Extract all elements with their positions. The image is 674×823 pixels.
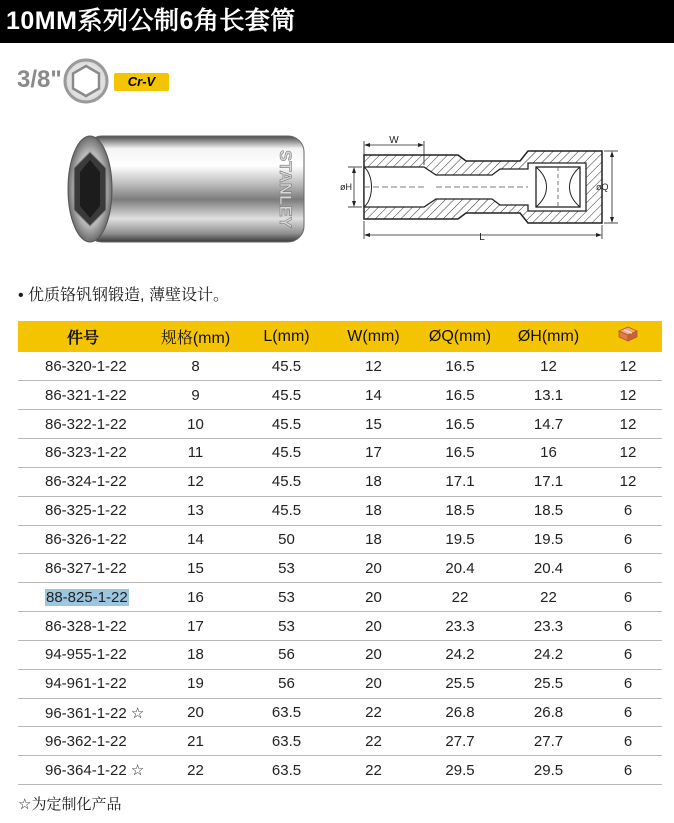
cell-width: 12: [330, 352, 417, 381]
header-width: W(mm): [347, 327, 400, 345]
cell-width: 22: [330, 756, 417, 785]
cell-part-no: 86-327-1-22: [18, 554, 148, 583]
cell-part-no: 86-328-1-22: [18, 612, 148, 641]
cell-pack-qty: 6: [594, 640, 662, 669]
cell-length: 45.5: [243, 496, 330, 525]
cell-part-no: 86-326-1-22: [18, 525, 148, 554]
page-title: 10MM系列公制6角长套筒: [6, 7, 296, 35]
cell-length: 45.5: [243, 352, 330, 381]
cell-part-no: 96-364-1-22 ☆: [18, 756, 148, 785]
cell-spec: 8: [148, 352, 243, 381]
cell-head-dia: 12: [503, 352, 594, 381]
cell-width: 20: [330, 669, 417, 698]
cell-pack-qty: 6: [594, 727, 662, 756]
cell-head-dia: 19.5: [503, 525, 594, 554]
cell-width: 18: [330, 496, 417, 525]
cell-width: 22: [330, 727, 417, 756]
cell-length: 45.5: [243, 467, 330, 496]
dimension-diagram: [340, 135, 625, 250]
table-row: [18, 496, 662, 525]
cell-width: 20: [330, 583, 417, 612]
cell-outer-dia: 27.7: [417, 727, 503, 756]
cell-length: 53: [243, 612, 330, 641]
table-row: [18, 352, 662, 381]
table-row: [18, 756, 662, 785]
header-part-no: 件号: [66, 330, 99, 347]
cell-pack-qty: 6: [594, 698, 662, 727]
cell-spec: 16: [148, 583, 243, 612]
cell-spec: 11: [148, 439, 243, 468]
cell-spec: 21: [148, 727, 243, 756]
diagram-label-q: øQ: [596, 182, 609, 192]
cell-length: 53: [243, 554, 330, 583]
feature-text: • 优质铬钒钢锻造, 薄壁设计。: [18, 287, 229, 304]
cell-head-dia: 16: [503, 439, 594, 468]
table-row: [18, 583, 662, 612]
cell-width: 20: [330, 612, 417, 641]
header-spec: 规格(mm): [160, 330, 231, 347]
highlighted-part-no: 88-825-1-22: [46, 588, 128, 606]
cell-pack-qty: 6: [594, 525, 662, 554]
diagram-label-w: W: [389, 135, 399, 146]
cell-width: 22: [330, 698, 417, 727]
cell-spec: 12: [148, 467, 243, 496]
cell-length: 56: [243, 640, 330, 669]
cell-outer-dia: 20.4: [417, 554, 503, 583]
cell-length: 45.5: [243, 410, 330, 439]
cell-part-no: 86-321-1-22: [18, 381, 148, 410]
cell-outer-dia: 16.5: [417, 381, 503, 410]
cell-outer-dia: 25.5: [417, 669, 503, 698]
cell-outer-dia: 22: [417, 583, 503, 612]
cell-head-dia: 29.5: [503, 756, 594, 785]
cell-spec: 14: [148, 525, 243, 554]
table-row: [18, 698, 662, 727]
cell-pack-qty: 12: [594, 439, 662, 468]
table-row: [18, 467, 662, 496]
cell-length: 45.5: [243, 381, 330, 410]
socket-brand-text: STANLEY: [276, 149, 295, 229]
table-row: [18, 410, 662, 439]
cell-spec: 18: [148, 640, 243, 669]
drive-size-label: 3/8": [17, 66, 62, 93]
table-row: [18, 612, 662, 641]
header-length: L(mm): [263, 327, 310, 345]
table-row: [18, 554, 662, 583]
cell-length: 56: [243, 669, 330, 698]
table-row: [18, 640, 662, 669]
hexagon-icon: [63, 58, 109, 109]
header-outer-dia: ØQ(mm): [428, 327, 492, 345]
header-pack-qty: [594, 321, 662, 352]
cell-part-no: 94-961-1-22: [18, 669, 148, 698]
cell-part-no: 86-320-1-22: [18, 352, 148, 381]
cell-spec: 19: [148, 669, 243, 698]
cell-part-no: [18, 583, 148, 612]
cell-outer-dia: 26.8: [417, 698, 503, 727]
cell-part-no: 96-361-1-22 ☆: [18, 698, 148, 727]
cell-spec: 10: [148, 410, 243, 439]
diagram-label-l: L: [479, 232, 485, 243]
cell-length: 50: [243, 525, 330, 554]
cell-head-dia: 13.1: [503, 381, 594, 410]
cell-length: 63.5: [243, 727, 330, 756]
cell-part-no: 86-324-1-22: [18, 467, 148, 496]
cell-pack-qty: 6: [594, 583, 662, 612]
cell-spec: 20: [148, 698, 243, 727]
cell-pack-qty: 12: [594, 381, 662, 410]
cell-spec: 17: [148, 612, 243, 641]
cell-length: 63.5: [243, 756, 330, 785]
cell-spec: 22: [148, 756, 243, 785]
cell-head-dia: 25.5: [503, 669, 594, 698]
cell-pack-qty: 12: [594, 410, 662, 439]
cell-outer-dia: 16.5: [417, 410, 503, 439]
cell-pack-qty: 6: [594, 612, 662, 641]
cell-part-no: 86-325-1-22: [18, 496, 148, 525]
cell-head-dia: 20.4: [503, 554, 594, 583]
diagram-label-h: øH: [340, 182, 352, 192]
material-badge: Cr-V: [114, 73, 169, 91]
table-header-row: [18, 321, 662, 352]
cell-outer-dia: 19.5: [417, 525, 503, 554]
cell-width: 18: [330, 467, 417, 496]
cell-spec: 13: [148, 496, 243, 525]
cell-head-dia: 14.7: [503, 410, 594, 439]
cell-head-dia: 18.5: [503, 496, 594, 525]
cell-width: 20: [330, 640, 417, 669]
table-row: [18, 669, 662, 698]
cell-outer-dia: 17.1: [417, 467, 503, 496]
cell-outer-dia: 16.5: [417, 352, 503, 381]
table-row: [18, 727, 662, 756]
table-row: [18, 381, 662, 410]
cell-length: 45.5: [243, 439, 330, 468]
cell-outer-dia: 16.5: [417, 439, 503, 468]
cell-part-no: 96-362-1-22: [18, 727, 148, 756]
cell-pack-qty: 12: [594, 467, 662, 496]
spec-table: [18, 321, 662, 785]
socket-photo: [64, 130, 324, 253]
table-row: [18, 525, 662, 554]
box-icon: [618, 326, 638, 342]
cell-width: 17: [330, 439, 417, 468]
page-header: [0, 0, 674, 43]
cell-pack-qty: 6: [594, 496, 662, 525]
cell-width: 14: [330, 381, 417, 410]
cell-outer-dia: 18.5: [417, 496, 503, 525]
cell-pack-qty: 12: [594, 352, 662, 381]
cell-outer-dia: 24.2: [417, 640, 503, 669]
cell-width: 15: [330, 410, 417, 439]
cell-head-dia: 24.2: [503, 640, 594, 669]
cell-outer-dia: 23.3: [417, 612, 503, 641]
cell-spec: 15: [148, 554, 243, 583]
cell-pack-qty: 6: [594, 669, 662, 698]
cell-head-dia: 22: [503, 583, 594, 612]
cell-outer-dia: 29.5: [417, 756, 503, 785]
header-head-dia: ØH(mm): [517, 327, 580, 345]
cell-pack-qty: 6: [594, 756, 662, 785]
cell-head-dia: 23.3: [503, 612, 594, 641]
cell-part-no: 86-322-1-22: [18, 410, 148, 439]
cell-pack-qty: 6: [594, 554, 662, 583]
cell-part-no: 94-955-1-22: [18, 640, 148, 669]
cell-width: 18: [330, 525, 417, 554]
cell-part-no: 86-323-1-22: [18, 439, 148, 468]
cell-length: 53: [243, 583, 330, 612]
cell-head-dia: 27.7: [503, 727, 594, 756]
cell-head-dia: 17.1: [503, 467, 594, 496]
footnote-custom: ☆为定制化产品: [18, 796, 122, 813]
cell-length: 63.5: [243, 698, 330, 727]
cell-spec: 9: [148, 381, 243, 410]
cell-width: 20: [330, 554, 417, 583]
table-row: [18, 439, 662, 468]
cell-head-dia: 26.8: [503, 698, 594, 727]
